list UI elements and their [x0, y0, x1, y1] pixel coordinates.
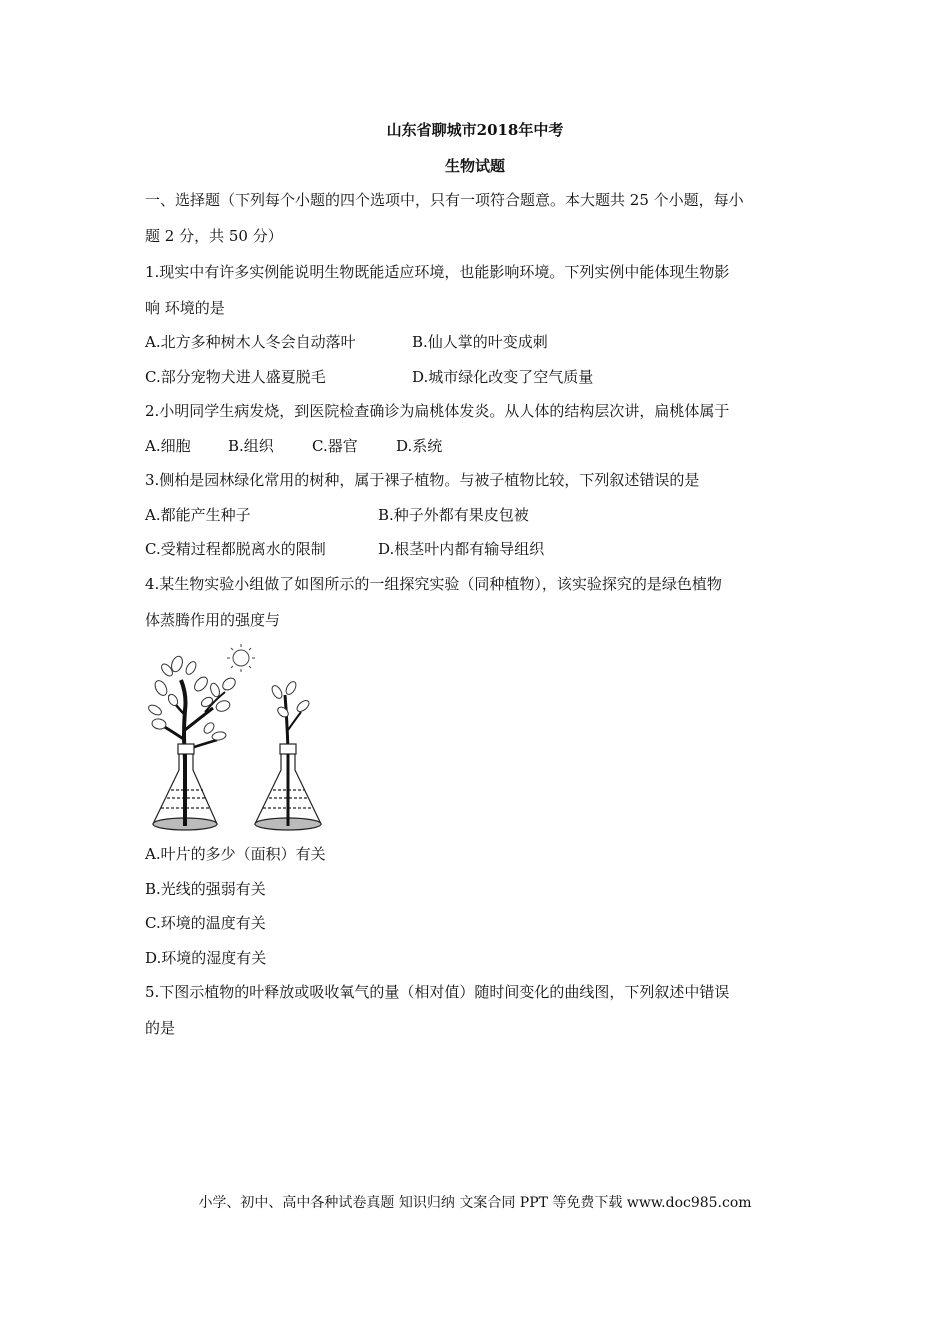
q4-stem-line1: 4.某生物实验小组做了如图所示的一组探究实验（同种植物），该实验探究的是绿色植物 [145, 575, 722, 593]
experiment-figure [145, 640, 355, 840]
q4-option-b: B.光线的强弱有关 [145, 880, 266, 898]
q1-option-c: C.部分宠物犬进人盛夏脱毛 [145, 368, 326, 386]
q4-stem-line2: 体蒸腾作用的强度与 [145, 611, 281, 629]
leafy-plant-icon [147, 655, 238, 820]
q2-option-c: C.器官 [312, 437, 358, 455]
q1-option-a: A.北方多种树木人冬会自动落叶 [145, 333, 356, 351]
q4-option-a: A.叶片的多少（面积）有关 [145, 845, 326, 863]
page-title: 山东省聊城市2018年中考 [386, 121, 564, 139]
q2-option-d: D.系统 [396, 437, 443, 455]
page-subtitle: 生物试题 [444, 157, 505, 175]
q1-option-b: B.仙人掌的叶变成刺 [412, 333, 548, 351]
q1-option-d: D.城市绿化改变了空气质量 [412, 368, 594, 386]
q5-stem-line2: 的是 [145, 1019, 176, 1037]
q1-stem-line2: 响 环境的是 [145, 299, 225, 317]
q3-stem: 3.侧柏是园林绿化常用的树种，属于裸子植物。与被子植物比较，下列叙述错误的是 [145, 471, 700, 489]
q2-stem: 2.小明同学生病发烧，到医院检查确诊为扁桃体发炎。从人体的结构层次讲，扁桃体属于 [145, 402, 730, 420]
q2-option-a: A.细胞 [145, 437, 191, 455]
q3-option-d: D.根茎叶内都有输导组织 [378, 540, 545, 558]
footer-text: 小学、初中、高中各种试卷真题 知识归纳 文案合同 PPT 等免费下载 www.doc985.com [198, 1195, 752, 1211]
q4-option-d: D.环境的湿度有关 [145, 949, 267, 967]
q4-option-c: C.环境的温度有关 [145, 914, 266, 932]
q5-stem-line1: 5.下图示植物的叶释放或吸收氧气的量（相对值）随时间变化的曲线图，下列叙述中错误 [145, 983, 730, 1001]
section-instructions-line1: 一、选择题（下列每个小题的四个选项中，只有一项符合题意。本大题共 25 个小题，每小 [145, 191, 744, 209]
q1-stem-line1: 1.现实中有许多实例能说明生物既能适应环境，也能影响环境。下列实例中能体现生物影 [145, 263, 730, 281]
q3-option-a: A.都能产生种子 [145, 506, 251, 524]
q2-option-b: B.组织 [228, 437, 274, 455]
q3-option-c: C.受精过程都脱离水的限制 [145, 540, 326, 558]
q3-option-b: B.种子外都有果皮包被 [378, 506, 529, 524]
section-instructions-line2: 题 2 分，共 50 分） [145, 227, 283, 245]
sun-icon [227, 644, 255, 672]
